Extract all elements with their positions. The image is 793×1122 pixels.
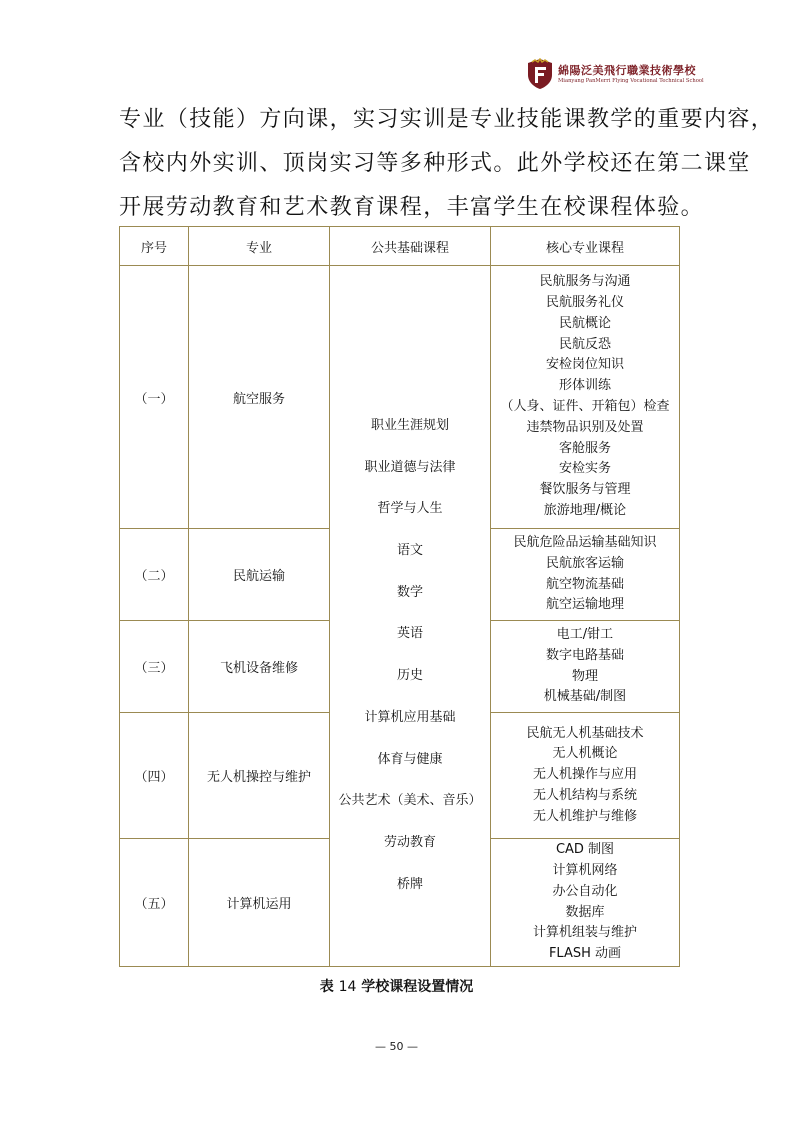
core-course: 数据库 (565, 904, 605, 920)
core-courses-cell (491, 266, 680, 529)
core-course: 无人机维护与维修 (532, 808, 637, 824)
table-header-row (120, 227, 680, 266)
course-table (119, 226, 680, 967)
core-course: 民航服务礼仪 (545, 295, 624, 311)
core-course: FLASH 动画 (548, 946, 622, 962)
common-course: 职业生涯规划 (370, 418, 449, 433)
core-course: 民航旅客运输 (545, 555, 624, 571)
common-course: 体育与健康 (377, 751, 443, 767)
core-course: 形体训练 (558, 378, 611, 394)
core-course: 办公自动化 (552, 883, 618, 899)
header-common-courses: 公共基础课程 (330, 227, 491, 266)
core-courses-cell (491, 839, 680, 967)
core-course: 物理 (571, 668, 598, 684)
common-course: 计算机应用基础 (364, 709, 456, 725)
row-index: （五） (120, 839, 189, 967)
core-course: 无人机结构与系统 (532, 787, 637, 803)
core-course: 民航服务与沟通 (539, 274, 631, 290)
core-courses-cell (491, 713, 680, 839)
school-logo (527, 54, 727, 94)
common-course: 语文 (396, 543, 423, 559)
school-name-cn: 綿陽泛美飛行職業技術學校 (558, 63, 696, 77)
core-course: 餐饮服务与管理 (539, 482, 631, 498)
caption-title: 学校课程设置情况 (361, 979, 474, 995)
caption-number: 14 (338, 979, 357, 995)
core-course: 无人机概论 (552, 746, 618, 762)
core-course: 民航无人机基础技术 (526, 725, 644, 741)
core-course: （人身、证件、开箱包）检查 (500, 399, 670, 414)
paragraph-line: 专业（技能）方向课，实习实训是专业技能课教学的重要内容， (119, 107, 775, 132)
core-course: 民航反恐 (558, 336, 611, 352)
common-course: 劳动教育 (383, 834, 436, 850)
paragraph-line: 含校内外实训、顶岗实习等多种形式。此外学校还在第二课堂 (119, 151, 751, 176)
table-row (120, 266, 680, 529)
table-caption (0, 976, 793, 996)
row-major: 无人机操控与维护 (189, 713, 330, 839)
common-courses-cell (330, 266, 491, 967)
row-major: 飞机设备维修 (189, 621, 330, 713)
core-course: 违禁物品识别及处置 (526, 419, 644, 435)
body-paragraph (119, 98, 775, 230)
common-course: 哲学与人生 (377, 501, 443, 517)
row-major: 计算机运用 (189, 839, 330, 967)
common-course: 数学 (396, 584, 423, 600)
row-index: （二） (120, 529, 189, 621)
core-course: 安检实务 (558, 461, 611, 477)
core-course: 无人机操作与应用 (532, 767, 637, 783)
header-core-courses: 核心专业课程 (491, 227, 680, 266)
common-course: 英语 (396, 626, 423, 642)
row-index: （一） (120, 266, 189, 529)
common-course: 桥牌 (396, 876, 423, 892)
core-course: 航空物流基础 (545, 576, 624, 592)
core-course: 民航危险品运输基础知识 (513, 534, 657, 550)
row-index: （四） (120, 713, 189, 839)
core-course: 旅游地理/概论 (543, 502, 627, 518)
school-name-en: Mianyang PanMerri Flying Vocational Technical School (558, 77, 704, 84)
core-course: 民航概论 (558, 315, 611, 331)
caption-prefix: 表 (319, 979, 334, 995)
core-course: 计算机网络 (552, 862, 618, 878)
core-courses-cell (491, 529, 680, 621)
row-major: 航空服务 (189, 266, 330, 529)
core-course: 电工/钳工 (556, 626, 614, 642)
common-course: 历史 (396, 668, 423, 684)
core-course: 机械基础/制图 (543, 689, 627, 705)
core-course: 安检岗位知识 (545, 357, 624, 373)
core-course: CAD 制图 (555, 842, 615, 858)
core-course: 航空运输地理 (545, 597, 624, 613)
row-index: （三） (120, 621, 189, 713)
core-course: 客舱服务 (558, 440, 611, 456)
common-course: 公共艺术（美术、音乐） (338, 793, 482, 809)
shield-icon (527, 58, 553, 90)
paragraph-line: 开展劳动教育和艺术教育课程，丰富学生在校课程体验。 (119, 195, 705, 220)
core-course: 数字电路基础 (545, 647, 624, 663)
row-major: 民航运输 (189, 529, 330, 621)
core-courses-cell (491, 621, 680, 713)
core-course: 计算机组装与维护 (532, 925, 637, 941)
page-number: — 50 — (375, 1040, 418, 1053)
header-major: 专业 (189, 227, 330, 266)
header-index: 序号 (120, 227, 189, 266)
common-course: 职业道德与法律 (364, 459, 456, 475)
